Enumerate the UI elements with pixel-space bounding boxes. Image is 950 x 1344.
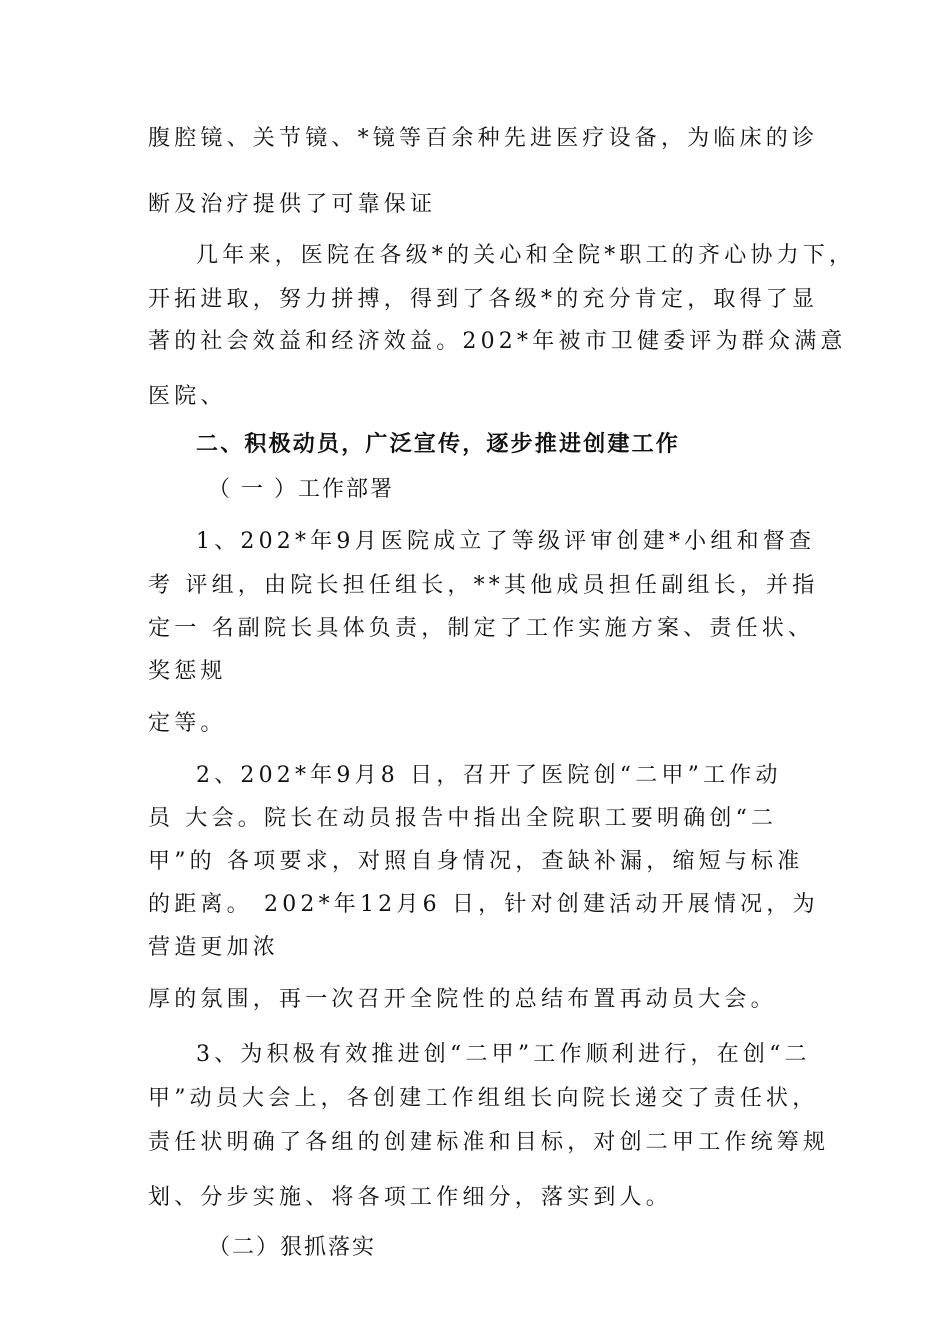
section-heading: 二、积极动员，广泛宣传，逐步推进创建工作 [196,432,681,457]
paragraph-line: 划、分步实施、将各项工作细分，落实到人。 [148,1185,673,1210]
paragraph-line: 医院、 [148,384,227,409]
paragraph-line: 营造更加浓 [148,935,280,960]
paragraph-line: 奖惩规 [148,659,227,684]
paragraph-line: 定等。 [148,711,227,736]
paragraph-line: 开拓进取，努力拼搏，得到了各级*的充分肯定，取得了显 [148,287,819,312]
paragraph-line: 著的社会效益和经济效益。202*年被市卫健委评为群众满意 [148,329,847,354]
paragraph-line: 的距离。 202*年12月6 日，针对创建活动开展情况，为 [148,892,819,917]
paragraph-line: 考 评组，由院长担任组长，**其他成员担任副组长，并指 [148,573,819,598]
paragraph-line: 责任状明确了各组的创建标准和目标，对创二甲工作统筹规 [148,1130,830,1155]
paragraph-line: 员 大会。院长在动员报告中指出全院职工要明确创“二 [148,806,778,831]
subsection-heading: （二）狠抓落实 [208,1235,377,1260]
paragraph-line: 1、202*年9月医院成立了等级评审创建*小组和督查 [196,529,816,554]
paragraph-line: 腹腔镜、关节镜、*镜等百余种先进医疗设备，为临床的诊 [148,126,819,151]
paragraph-line: 厚的氛围，再一次召开全院性的总结布置再动员大会。 [148,987,777,1012]
paragraph-line: 甲”动员大会上，各创建工作组组长向院长递交了责任状， [148,1086,819,1111]
paragraph-line: 断及治疗提供了可靠保证 [148,192,437,217]
paragraph-line: 定一 名副院长具体负责，制定了工作实施方案、责任状、 [148,616,815,641]
paragraph-line: 甲”的 各项要求，对照自身情况，查缺补漏，缩短与标准 [148,849,804,874]
paragraph-line: 2、202*年9月8 日，召开了医院创“二甲”工作动 [196,763,782,788]
paragraph-line: 几年来，医院在各级*的关心和全院*职工的齐心协力下， [196,243,856,268]
subsection-heading: （ 一 ）工作部署 [208,477,394,502]
paragraph-line: 3、为积极有效推进创“二甲”工作顺利进行，在创“二 [196,1042,811,1067]
